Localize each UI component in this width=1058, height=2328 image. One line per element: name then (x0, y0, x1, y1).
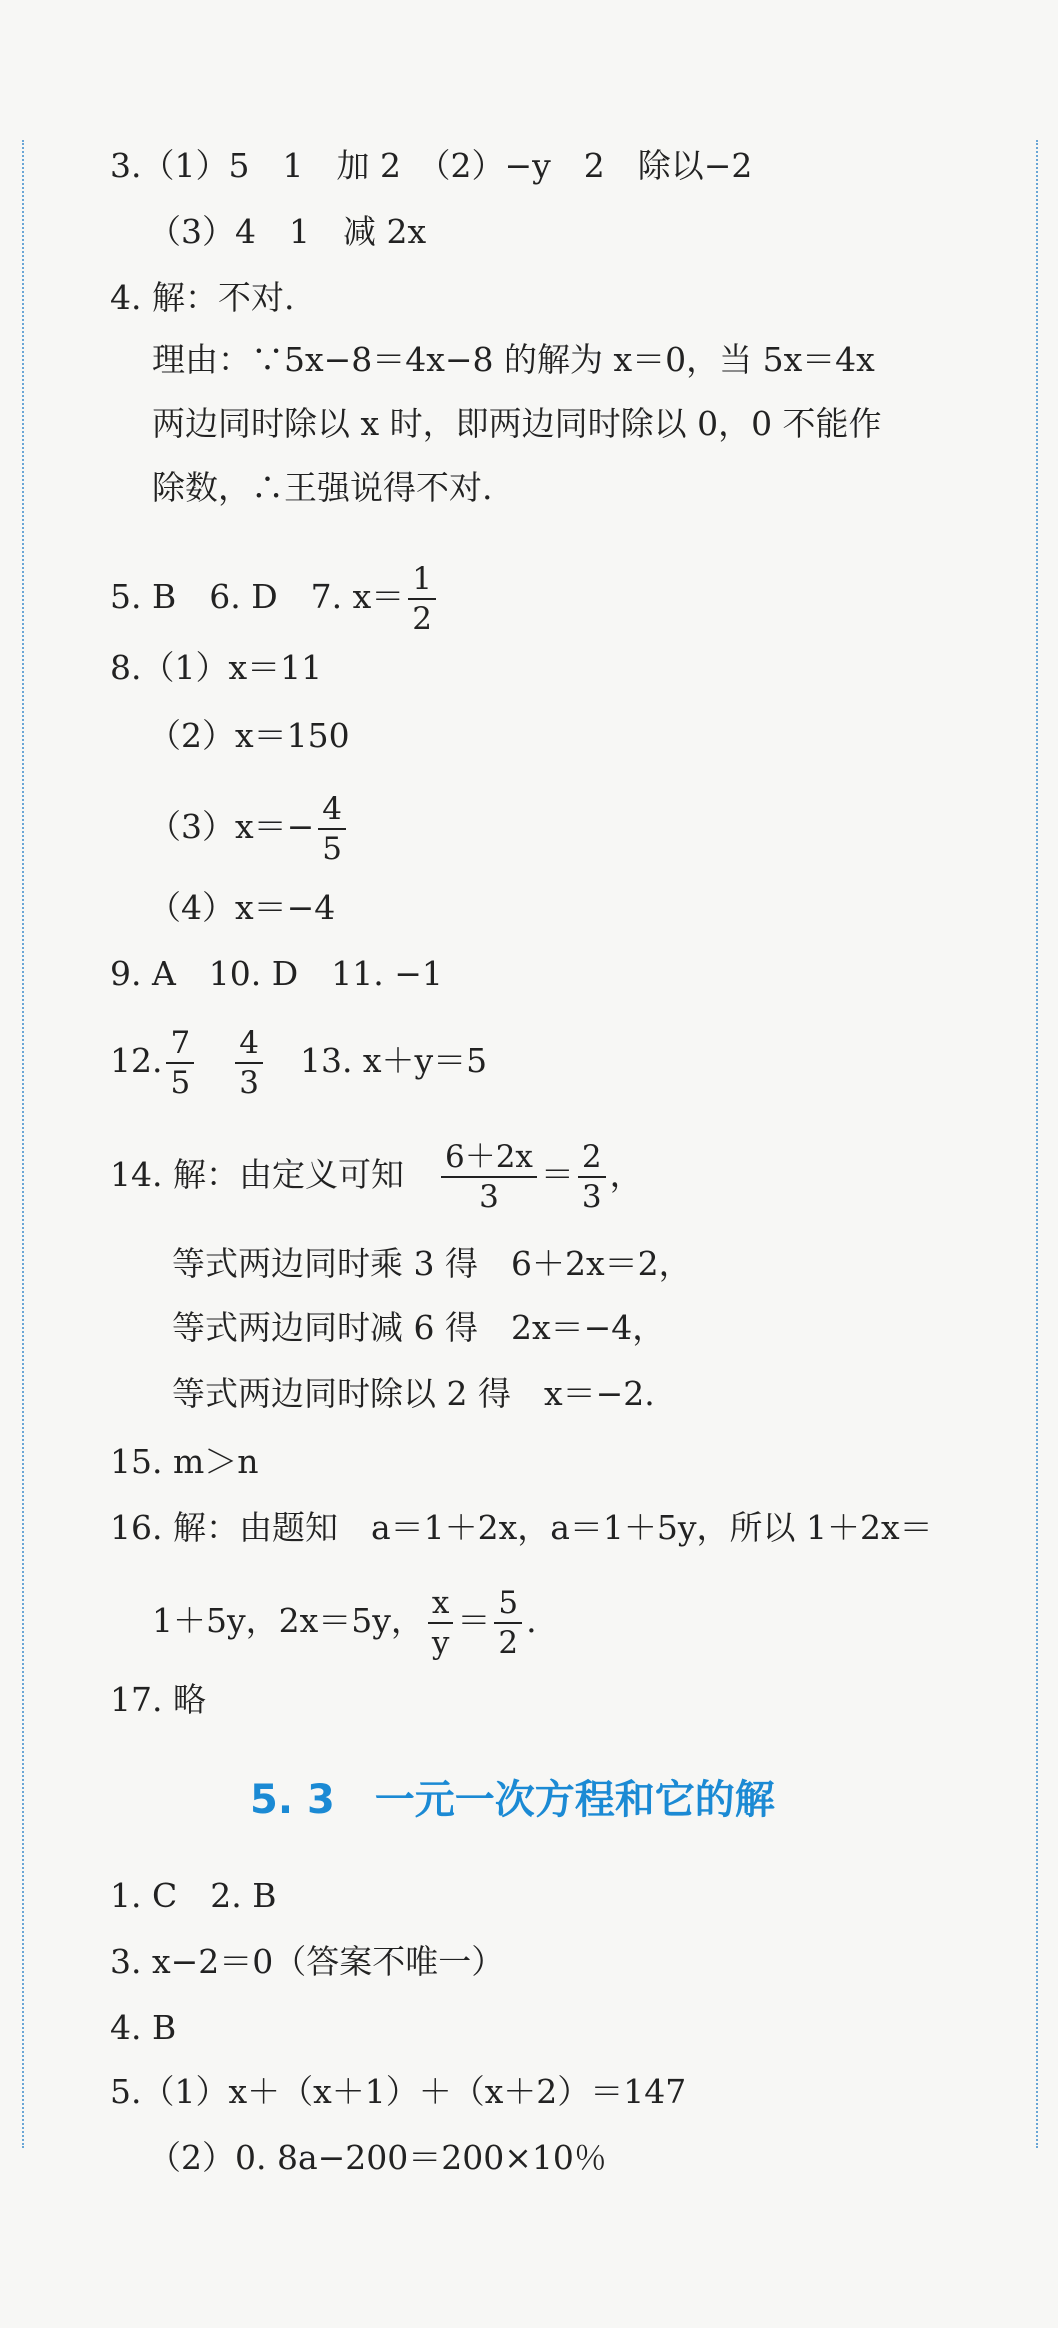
answer-line-q12-13 (110, 1024, 487, 1102)
answer-line: （2）0. 8a−200＝200×10％ (148, 2138, 607, 2177)
answer-line: 8.（1）x＝11 (110, 648, 323, 687)
answer-line: 除数，∴王强说得不对. (152, 468, 493, 507)
punctuation: . (526, 1601, 537, 1640)
answer-line: （4）x＝−4 (148, 888, 336, 927)
answer-text: 14. 解：由定义可知 (110, 1155, 404, 1194)
numerator: 7 (166, 1024, 194, 1064)
answer-text: 13. x＋y＝5 (299, 1041, 488, 1080)
answer-line: 15. m＞n (110, 1442, 259, 1481)
answer-line: 等式两边同时乘 3 得 6＋2x＝2， (172, 1244, 692, 1283)
numerator: 2 (578, 1138, 606, 1178)
answer-line: 等式两边同时减 6 得 2x＝−4， (172, 1308, 666, 1347)
fraction (578, 1138, 606, 1216)
answer-line: 两边同时除以 x 时，即两边同时除以 0，0 不能作 (152, 404, 882, 443)
answer-line: 3. x−2＝0（答案不唯一） (110, 1942, 505, 1981)
numerator: 5 (494, 1584, 522, 1624)
right-dotted-border (1036, 140, 1038, 2148)
answer-line-q14 (110, 1138, 643, 1216)
denominator: 5 (322, 831, 342, 867)
answer-line: 理由：∵5x−8＝4x−8 的解为 x＝0，当 5x＝4x (152, 340, 875, 379)
answer-line: 4. 解：不对. (110, 278, 295, 317)
fraction (428, 1584, 454, 1662)
answer-line: 9. A 10. D 11. −1 (110, 954, 443, 993)
fraction (441, 1138, 537, 1216)
numerator: 6＋2x (441, 1138, 537, 1178)
numerator: x (428, 1584, 454, 1624)
answer-line: 1. C 2. B (110, 1876, 277, 1915)
numerator: 4 (235, 1024, 263, 1064)
answer-text: 5. B 6. D 7. x＝ (110, 577, 405, 616)
answer-text: 12. (110, 1041, 163, 1080)
answer-line: 等式两边同时除以 2 得 x＝−2. (172, 1374, 655, 1413)
denominator: 2 (412, 601, 432, 637)
fraction (408, 560, 436, 638)
left-dotted-border (22, 140, 24, 2148)
answer-line: 17. 略 (110, 1680, 206, 1719)
answer-line: （3）4 1 减 2x (148, 212, 427, 251)
denominator: 3 (581, 1179, 602, 1215)
denominator: 3 (239, 1065, 259, 1101)
equals-sign: ＝ (457, 1601, 491, 1640)
fraction (494, 1584, 522, 1662)
answer-text: （3）x＝− (148, 807, 315, 846)
answer-line-q8-3 (148, 790, 350, 868)
numerator: 4 (318, 790, 346, 830)
denominator: 2 (498, 1625, 519, 1661)
denominator: y (431, 1625, 450, 1661)
section-title: 5. 3 一元一次方程和它的解 (250, 1777, 775, 1823)
answer-line-q5-7 (110, 560, 440, 638)
fraction (235, 1024, 263, 1102)
answer-line: 16. 解：由题知 a＝1＋2x，a＝1＋5y，所以 1＋2x＝ (110, 1508, 933, 1547)
answer-line-q16 (152, 1584, 537, 1662)
punctuation: ， (609, 1155, 643, 1194)
answer-line: （2）x＝150 (148, 716, 350, 755)
fraction (166, 1024, 194, 1102)
denominator: 3 (479, 1179, 499, 1215)
answer-line: 5.（1）x＋（x＋1）＋（x＋2）＝147 (110, 2072, 687, 2111)
answer-line: 4. B (110, 2008, 177, 2047)
numerator: 1 (408, 560, 436, 600)
denominator: 5 (170, 1065, 191, 1101)
answer-text: 1＋5y，2x＝5y， (152, 1601, 424, 1640)
equals-sign: ＝ (540, 1155, 574, 1194)
fraction (318, 790, 346, 868)
answer-line: 3.（1）5 1 加 2 （2）−y 2 除以−2 (110, 146, 753, 185)
